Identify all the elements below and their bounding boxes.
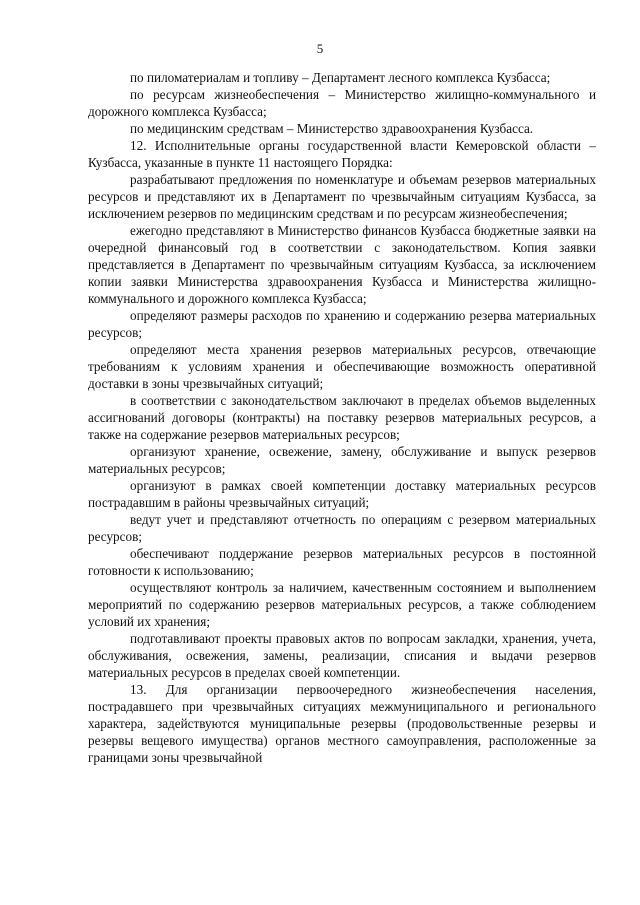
paragraph: по пиломатериалам и топливу – Департамент лесного комплекса Кузбасса; xyxy=(130,70,551,85)
paragraph: организуют в рамках своей компетенции доставку материальных ресурсов пострадавшим в районы чрезвычайных ситуаций; xyxy=(88,478,596,510)
paragraph: 13. Для организации первоочередного жизнеобеспечения населения, пострадавшего при чрезвычайных ситуациях межмуниципального и регионального характера, задействуются муниципальные резервы (продовольственные резервы и резервы вещевого имущества) органов местного самоуправления, расположенные за границами зоны чрезвычайной xyxy=(88,682,596,765)
paragraph: осуществляют контроль за наличием, качественным состоянием и выполнением мероприятий по содержанию резервов материальных ресурсов, а также соблюдением условий их хранения; xyxy=(88,580,596,629)
paragraph: организуют хранение, освежение, замену, обслуживание и выпуск резервов материальных ресурсов; xyxy=(88,444,596,476)
paragraph: разрабатывают предложения по номенклатуре и объемам резервов материальных ресурсов и представляют их в Департамент по чрезвычайным ситуациям Кузбасса, за исключением резервов по медицинским средствам и по ресурсам жизнеобеспечения; xyxy=(88,172,596,221)
paragraph: 12. Исполнительные органы государственной власти Кемеровской области – Кузбасса, указанные в пункте 11 настоящего Порядка: xyxy=(88,138,596,170)
paragraph: обеспечивают поддержание резервов материальных ресурсов в постоянной готовности к использованию; xyxy=(88,546,596,578)
paragraph: определяют размеры расходов по хранению и содержанию резерва материальных ресурсов; xyxy=(88,308,596,340)
document-body xyxy=(88,69,596,766)
page-number: 5 xyxy=(316,41,324,56)
paragraph: ведут учет и представляют отчетность по операциям с резервом материальных ресурсов; xyxy=(88,512,596,544)
paragraph: ежегодно представляют в Министерство финансов Кузбасса бюджетные заявки на очередной финансовый год в соответствии с законодательством. Копия заявки представляется в Департамент по чрезвычайным ситуациям Кузбасса, за исключением копии заявки Министерства здравоохранения Кузбасса и Министерства жилищно-коммунального и дорожного комплекса Кузбасса; xyxy=(88,223,596,306)
paragraph: по медицинским средствам – Министерство здравоохранения Кузбасса. xyxy=(130,121,534,136)
paragraph: определяют места хранения резервов материальных ресурсов, отвечающие требованиям к условиям хранения и обеспечивающие возможность оперативной доставки в зоны чрезвычайных ситуаций; xyxy=(88,342,596,391)
paragraph: подготавливают проекты правовых актов по вопросам закладки, хранения, учета, обслуживания, освежения, замены, реализации, списания и выдачи резервов материальных ресурсов в пределах своей компетенции. xyxy=(88,631,596,680)
paragraph: по ресурсам жизнеобеспечения – Министерство жилищно-коммунального и дорожного комплекса Кузбасса; xyxy=(88,87,596,119)
paragraph: в соответствии с законодательством заключают в пределах объемов выделенных ассигнований договоры (контракты) на поставку резервов материальных ресурсов, а также на содержание резервов материальных ресурсов; xyxy=(88,393,596,442)
